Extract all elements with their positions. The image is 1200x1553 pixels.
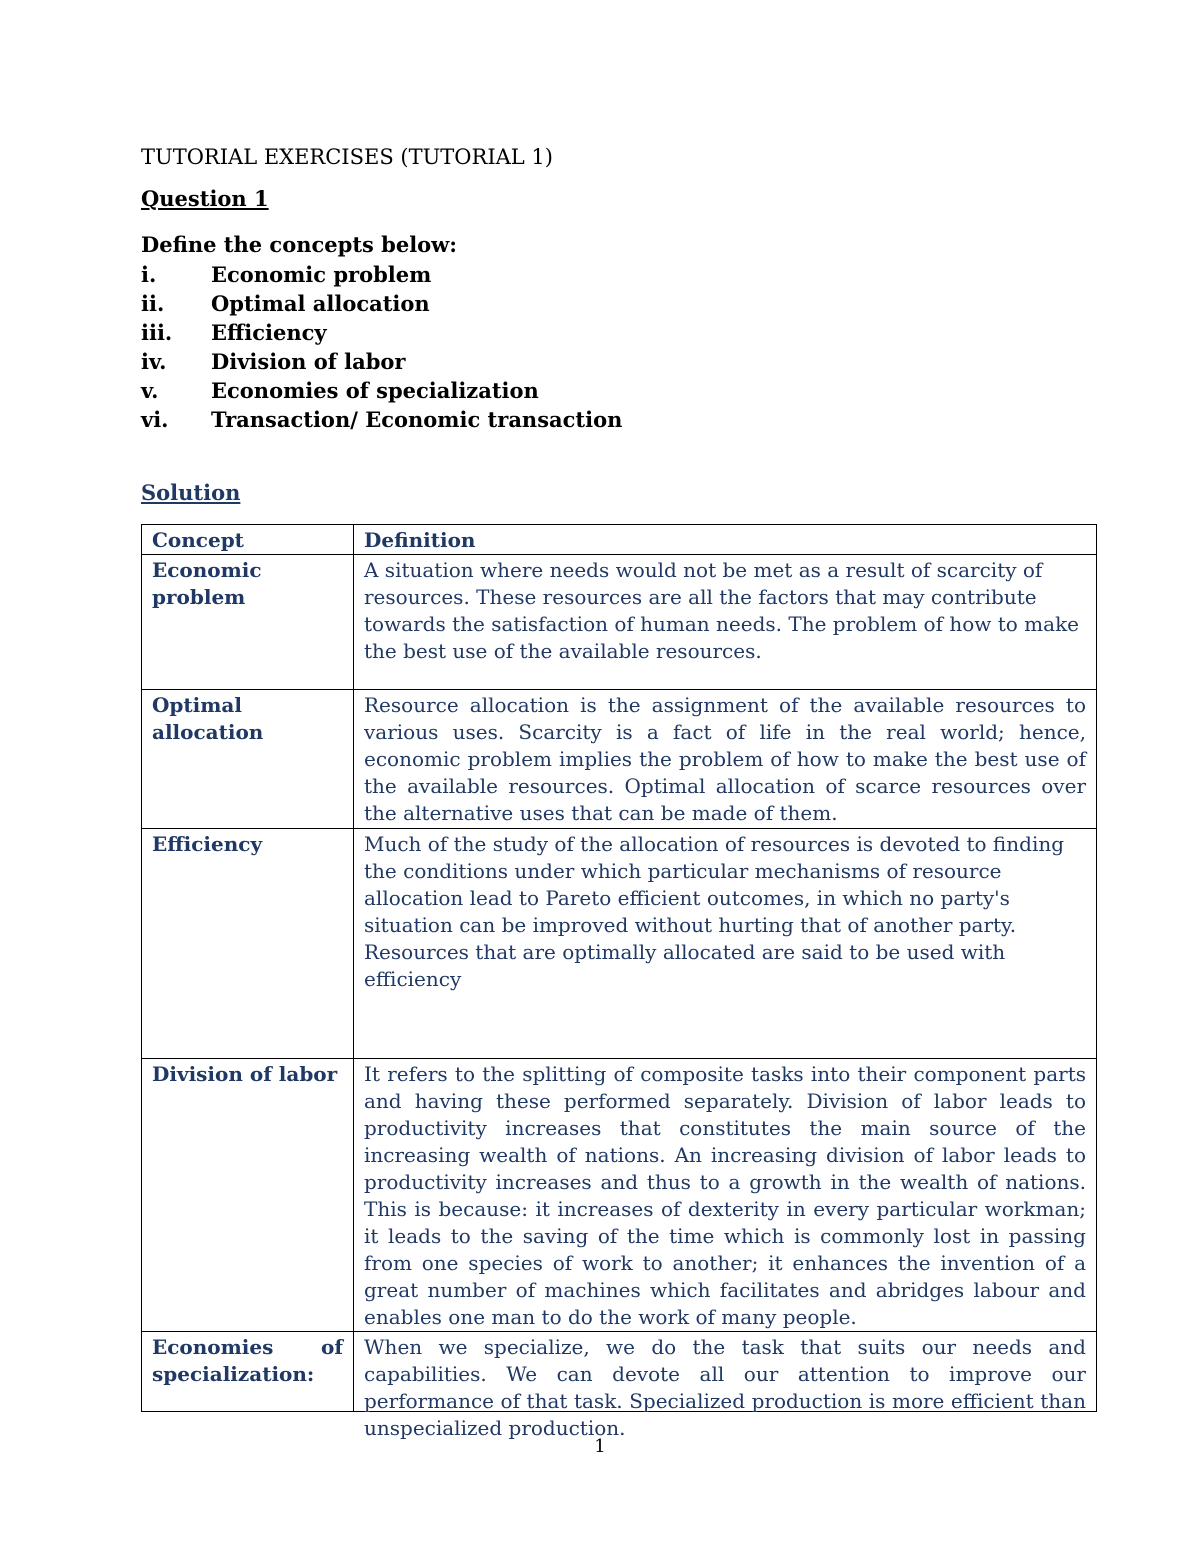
concept-cell: Economic problem (142, 555, 354, 690)
definition-cell: It refers to the splitting of composite tasks into their component parts and having these performed separately. Division of labor leads to productivity increases that constitutes the main source of the increasing wealth of nations. An increasing division of labor leads to productivity increases and thus to a growth in the wealth of nations. This is because: it increases of dexterity in every particular workman; it leads to the saving of the time which is commonly lost in passing from one species of work to another; it enhances the invention of a great number of machines which facilitates and abridges labour and enables one man to do the work of many people. (354, 1059, 1097, 1332)
concept-list (141, 260, 1096, 434)
list-item (141, 405, 1096, 434)
document-title: TUTORIAL EXERCISES (TUTORIAL 1) (141, 145, 553, 169)
list-item-number: v. (141, 378, 159, 403)
list-item-number: iv. (141, 349, 167, 374)
definition-cell (354, 1332, 1097, 1440)
definition-cell: Resource allocation is the assignment of the available resources to various uses. Scarcity is a fact of life in the real world; hence, economic problem implies the problem of how to make the best use of the available resources. Optimal allocation of scarce resources over the alternative uses that can be made of them. (354, 690, 1097, 829)
page-number: 1 (594, 1436, 606, 1457)
list-item (141, 289, 1096, 318)
list-item (141, 376, 1096, 405)
list-item-label: Economic problem (211, 262, 432, 287)
list-item-label: Optimal allocation (211, 291, 430, 316)
solution-heading: Solution (141, 480, 241, 505)
concept-cell: Optimal allocation (142, 690, 354, 829)
concept-label: Economies of specialization: (152, 1335, 343, 1386)
list-item (141, 260, 1096, 289)
table-row (142, 690, 1097, 829)
list-item-label: Division of labor (211, 349, 406, 374)
table-row (142, 1332, 1097, 1412)
concept-cell: Efficiency (142, 829, 354, 1059)
table-row (142, 555, 1097, 690)
definition-cell: A situation where needs would not be met as a result of scarcity of resources. These resources are all the factors that may contribute towards the satisfaction of human needs. The problem of how to make the best use of the available resources. (354, 555, 1097, 690)
solution-table (141, 524, 1097, 1440)
table-row (142, 1059, 1097, 1332)
document-page (141, 140, 1096, 1440)
table-header-row (142, 525, 1097, 555)
list-item-number: vi. (141, 407, 169, 432)
list-item (141, 347, 1096, 376)
question-prompt: Define the concepts below: (141, 232, 458, 257)
list-item (141, 318, 1096, 347)
list-item-number: ii. (141, 291, 165, 316)
list-item-number: i. (141, 262, 157, 287)
concept-cell: Division of labor (142, 1059, 354, 1332)
column-header-definition: Definition (354, 525, 1097, 555)
definition-cell: Much of the study of the allocation of resources is devoted to finding the conditions under which particular mechanisms of resource allocation lead to Pareto efficient outcomes, in which no party's situation can be improved without hurting that of another party. Resources that are optimally allocated are said to be used with efficiency (354, 829, 1097, 1059)
concept-cell (142, 1332, 354, 1412)
list-item-label: Economies of specialization (211, 378, 539, 403)
column-header-concept: Concept (142, 525, 354, 555)
table-row (142, 829, 1097, 1059)
question-heading: Question 1 (141, 186, 269, 211)
definition-text: When we specialize, we do the task that suits our needs and capabilities. We can devote all our attention to improve our performance of that task. Specialized production is more efficient than unspecialized production. (364, 1335, 1086, 1440)
list-item-label: Transaction/ Economic transaction (211, 407, 623, 432)
list-item-number: iii. (141, 320, 173, 345)
list-item-label: Efficiency (211, 320, 327, 345)
